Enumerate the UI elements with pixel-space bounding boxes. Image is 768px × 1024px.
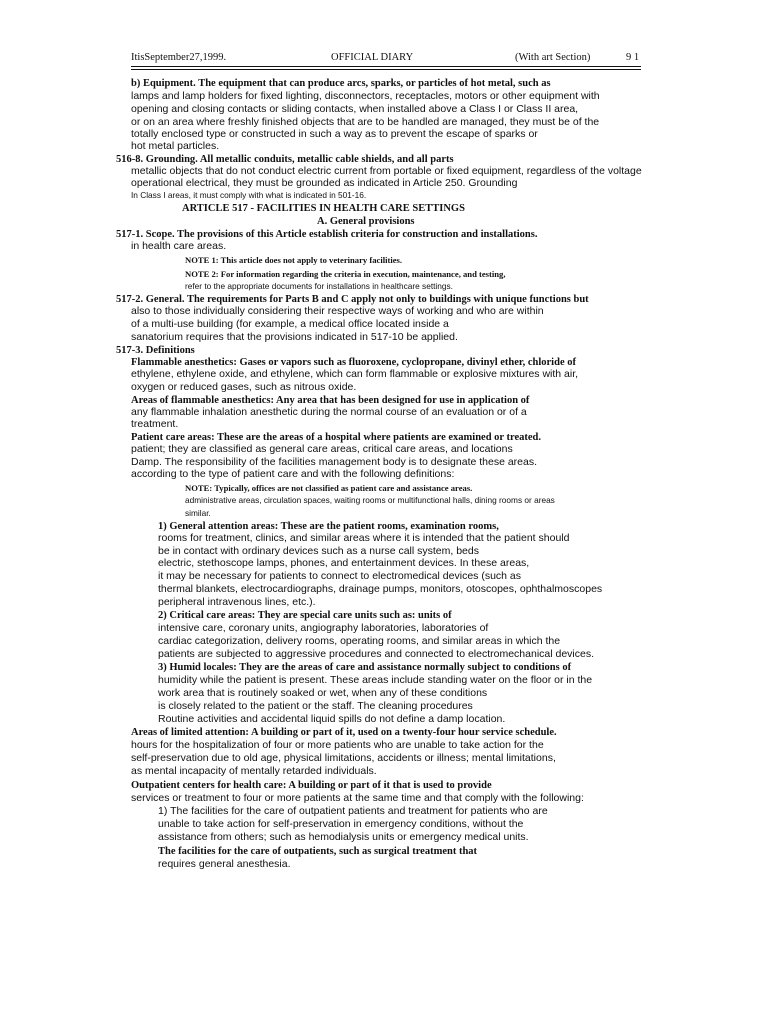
definition-term: Patient care areas: These are the areas of a hospital where patients are examined or treated. — [131, 432, 542, 443]
header-date: ItisSeptember27,1999. — [131, 52, 227, 63]
header-rule-bottom — [131, 69, 641, 70]
text-line: as mental incapacity of mentally retarded individuals. — [131, 765, 377, 777]
definition-term: 2) Critical care areas: They are special care units such as: units of — [158, 610, 452, 621]
text-line: is closely related to the patient or the staff. The cleaning procedures — [158, 700, 473, 712]
text-line: intensive care, coronary units, angiography laboratories, laboratories of — [158, 622, 489, 634]
text-line: work area that is routinely soaked or wet, when any of these conditions — [158, 687, 488, 699]
text-line: patients are subjected to aggressive procedures and connected to electromechanical devices. — [158, 648, 595, 660]
header-rule-top — [131, 66, 641, 67]
note-line: NOTE 1: This article does not apply to veterinary facilities. — [185, 255, 403, 265]
text-line: in health care areas. — [131, 240, 227, 252]
text-line: requires general anesthesia. — [158, 858, 291, 870]
section-heading: 517-3. Definitions — [116, 345, 195, 356]
text-line: patient; they are classified as general care areas, critical care areas, and locations — [131, 443, 513, 455]
text-line: In Class I areas, it must comply with what is indicated in 501-16. — [131, 190, 367, 200]
text-line: self-preservation due to old age, physical limitations, accidents or illness; mental limitations, — [131, 752, 556, 764]
note-line: NOTE: Typically, offices are not classified as patient care and assistance areas. — [185, 483, 473, 493]
text-line: be in contact with ordinary devices such as a nurse call system, beds — [158, 545, 479, 557]
text-line: any flammable inhalation anesthetic during the normal course of an evaluation or of a — [131, 406, 527, 418]
text-line: metallic objects that do not conduct electric current from portable or fixed equipment, regardless of the voltage — [131, 165, 642, 177]
note-line: refer to the appropriate documents for installations in healthcare settings. — [185, 281, 453, 291]
text-line: peripheral intravenous lines, etc.). — [158, 596, 316, 608]
text-line: rooms for treatment, clinics, and similar areas where it is intended that the patient should — [158, 532, 570, 544]
header-title: OFFICIAL DIARY — [331, 52, 414, 63]
text-line: b) Equipment. The equipment that can produce arcs, sparks, or particles of hot metal, such as — [131, 78, 551, 89]
definition-term: Flammable anesthetics: Gases or vapors such as fluoroxene, cyclopropane, divinyl ether, chloride of — [131, 357, 576, 368]
text-line: it may be necessary for patients to connect to electromedical devices (such as — [158, 570, 522, 582]
text-line: operational electrical, they must be grounded as indicated in Article 250. Grounding — [131, 177, 518, 189]
text-line: lamps and lamp holders for fixed lighting, disconnectors, receptacles, motors or other equipment with — [131, 90, 600, 102]
text-line: treatment. — [131, 418, 179, 430]
text-line: thermal blankets, electrocardiographs, drainage pumps, monitors, otoscopes, ophthalmoscopes — [158, 583, 603, 595]
definition-term: 1) General attention areas: These are the patient rooms, examination rooms, — [158, 521, 499, 532]
text-line: totally enclosed type or constructed in such a way as to prevent the escape of sparks or — [131, 128, 538, 140]
article-title: ARTICLE 517 - FACILITIES IN HEALTH CARE SETTINGS — [182, 203, 465, 214]
text-line: cardiac categorization, delivery rooms, operating rooms, and similar areas in which the — [158, 635, 561, 647]
text-line: Routine activities and accidental liquid spills do not define a damp location. — [158, 713, 506, 725]
text-line: services or treatment to four or more patients at the same time and that comply with the following: — [131, 792, 584, 804]
text-line: assistance from others; such as hemodialysis units or emergency medical units. — [158, 831, 529, 843]
header-section: (With art Section) — [515, 52, 591, 63]
text-line: humidity while the patient is present. These areas include standing water on the floor or in the — [158, 674, 593, 686]
text-line: opening and closing contacts or sliding contacts, when installed above a Class I or Class II area, — [131, 103, 579, 115]
text-line: electric, stethoscope lamps, phones, and entertainment devices. In these areas, — [158, 557, 530, 569]
header-page-number: 9 1 — [626, 52, 640, 63]
text-line: of a multi-use building (for example, a medical office located inside a — [131, 318, 449, 330]
definition-term: Areas of flammable anesthetics: Any area that has been designed for use in application of — [131, 395, 530, 406]
text-line: hot metal particles. — [131, 140, 220, 152]
note-line: similar. — [185, 508, 211, 518]
page-header — [131, 52, 641, 66]
text-line: unable to take action for self-preservation in emergency conditions, without the — [158, 818, 524, 830]
definition-term: Outpatient centers for health care: A building or part of it that is used to provide — [131, 780, 492, 791]
definition-term: Areas of limited attention: A building or part of it, used on a twenty-four hour service schedule. — [131, 727, 557, 738]
note-line: NOTE 2: For information regarding the criteria in execution, maintenance, and testing, — [185, 269, 506, 279]
text-line: or on an area where freshly finished objects that are to be handled are managed, they must be of the — [131, 116, 600, 128]
text-line: according to the type of patient care and with the following definitions: — [131, 468, 455, 480]
subsection-title: A. General provisions — [317, 216, 415, 227]
section-heading: 517-1. Scope. The provisions of this Article establish criteria for construction and installations. — [116, 229, 538, 240]
text-line: ethylene, ethylene oxide, and ethylene, which can form flammable or explosive mixtures with air, — [131, 368, 579, 380]
section-heading: 516-8. Grounding. All metallic conduits, metallic cable shields, and all parts — [116, 154, 454, 165]
text-line: oxygen or reduced gases, such as nitrous oxide. — [131, 381, 357, 393]
definition-term: 3) Humid locales: They are the areas of care and assistance normally subject to conditions of — [158, 662, 572, 673]
section-heading: 517-2. General. The requirements for Parts B and C apply not only to buildings with unique functions but — [116, 294, 589, 305]
text-line: also to those individually considering their respective ways of working and who are within — [131, 305, 544, 317]
text-line: hours for the hospitalization of four or more patients who are unable to take action for the — [131, 739, 544, 751]
text-line: sanatorium requires that the provisions indicated in 517-10 be applied. — [131, 331, 458, 343]
text-line: Damp. The responsibility of the facilities management body is to designate these areas. — [131, 456, 538, 468]
definition-term: The facilities for the care of outpatients, such as surgical treatment that — [158, 846, 478, 857]
note-line: administrative areas, circulation spaces, waiting rooms or multifunctional halls, dining rooms or areas — [185, 495, 555, 505]
text-line: 1) The facilities for the care of outpatient patients and treatment for patients who are — [158, 805, 548, 817]
